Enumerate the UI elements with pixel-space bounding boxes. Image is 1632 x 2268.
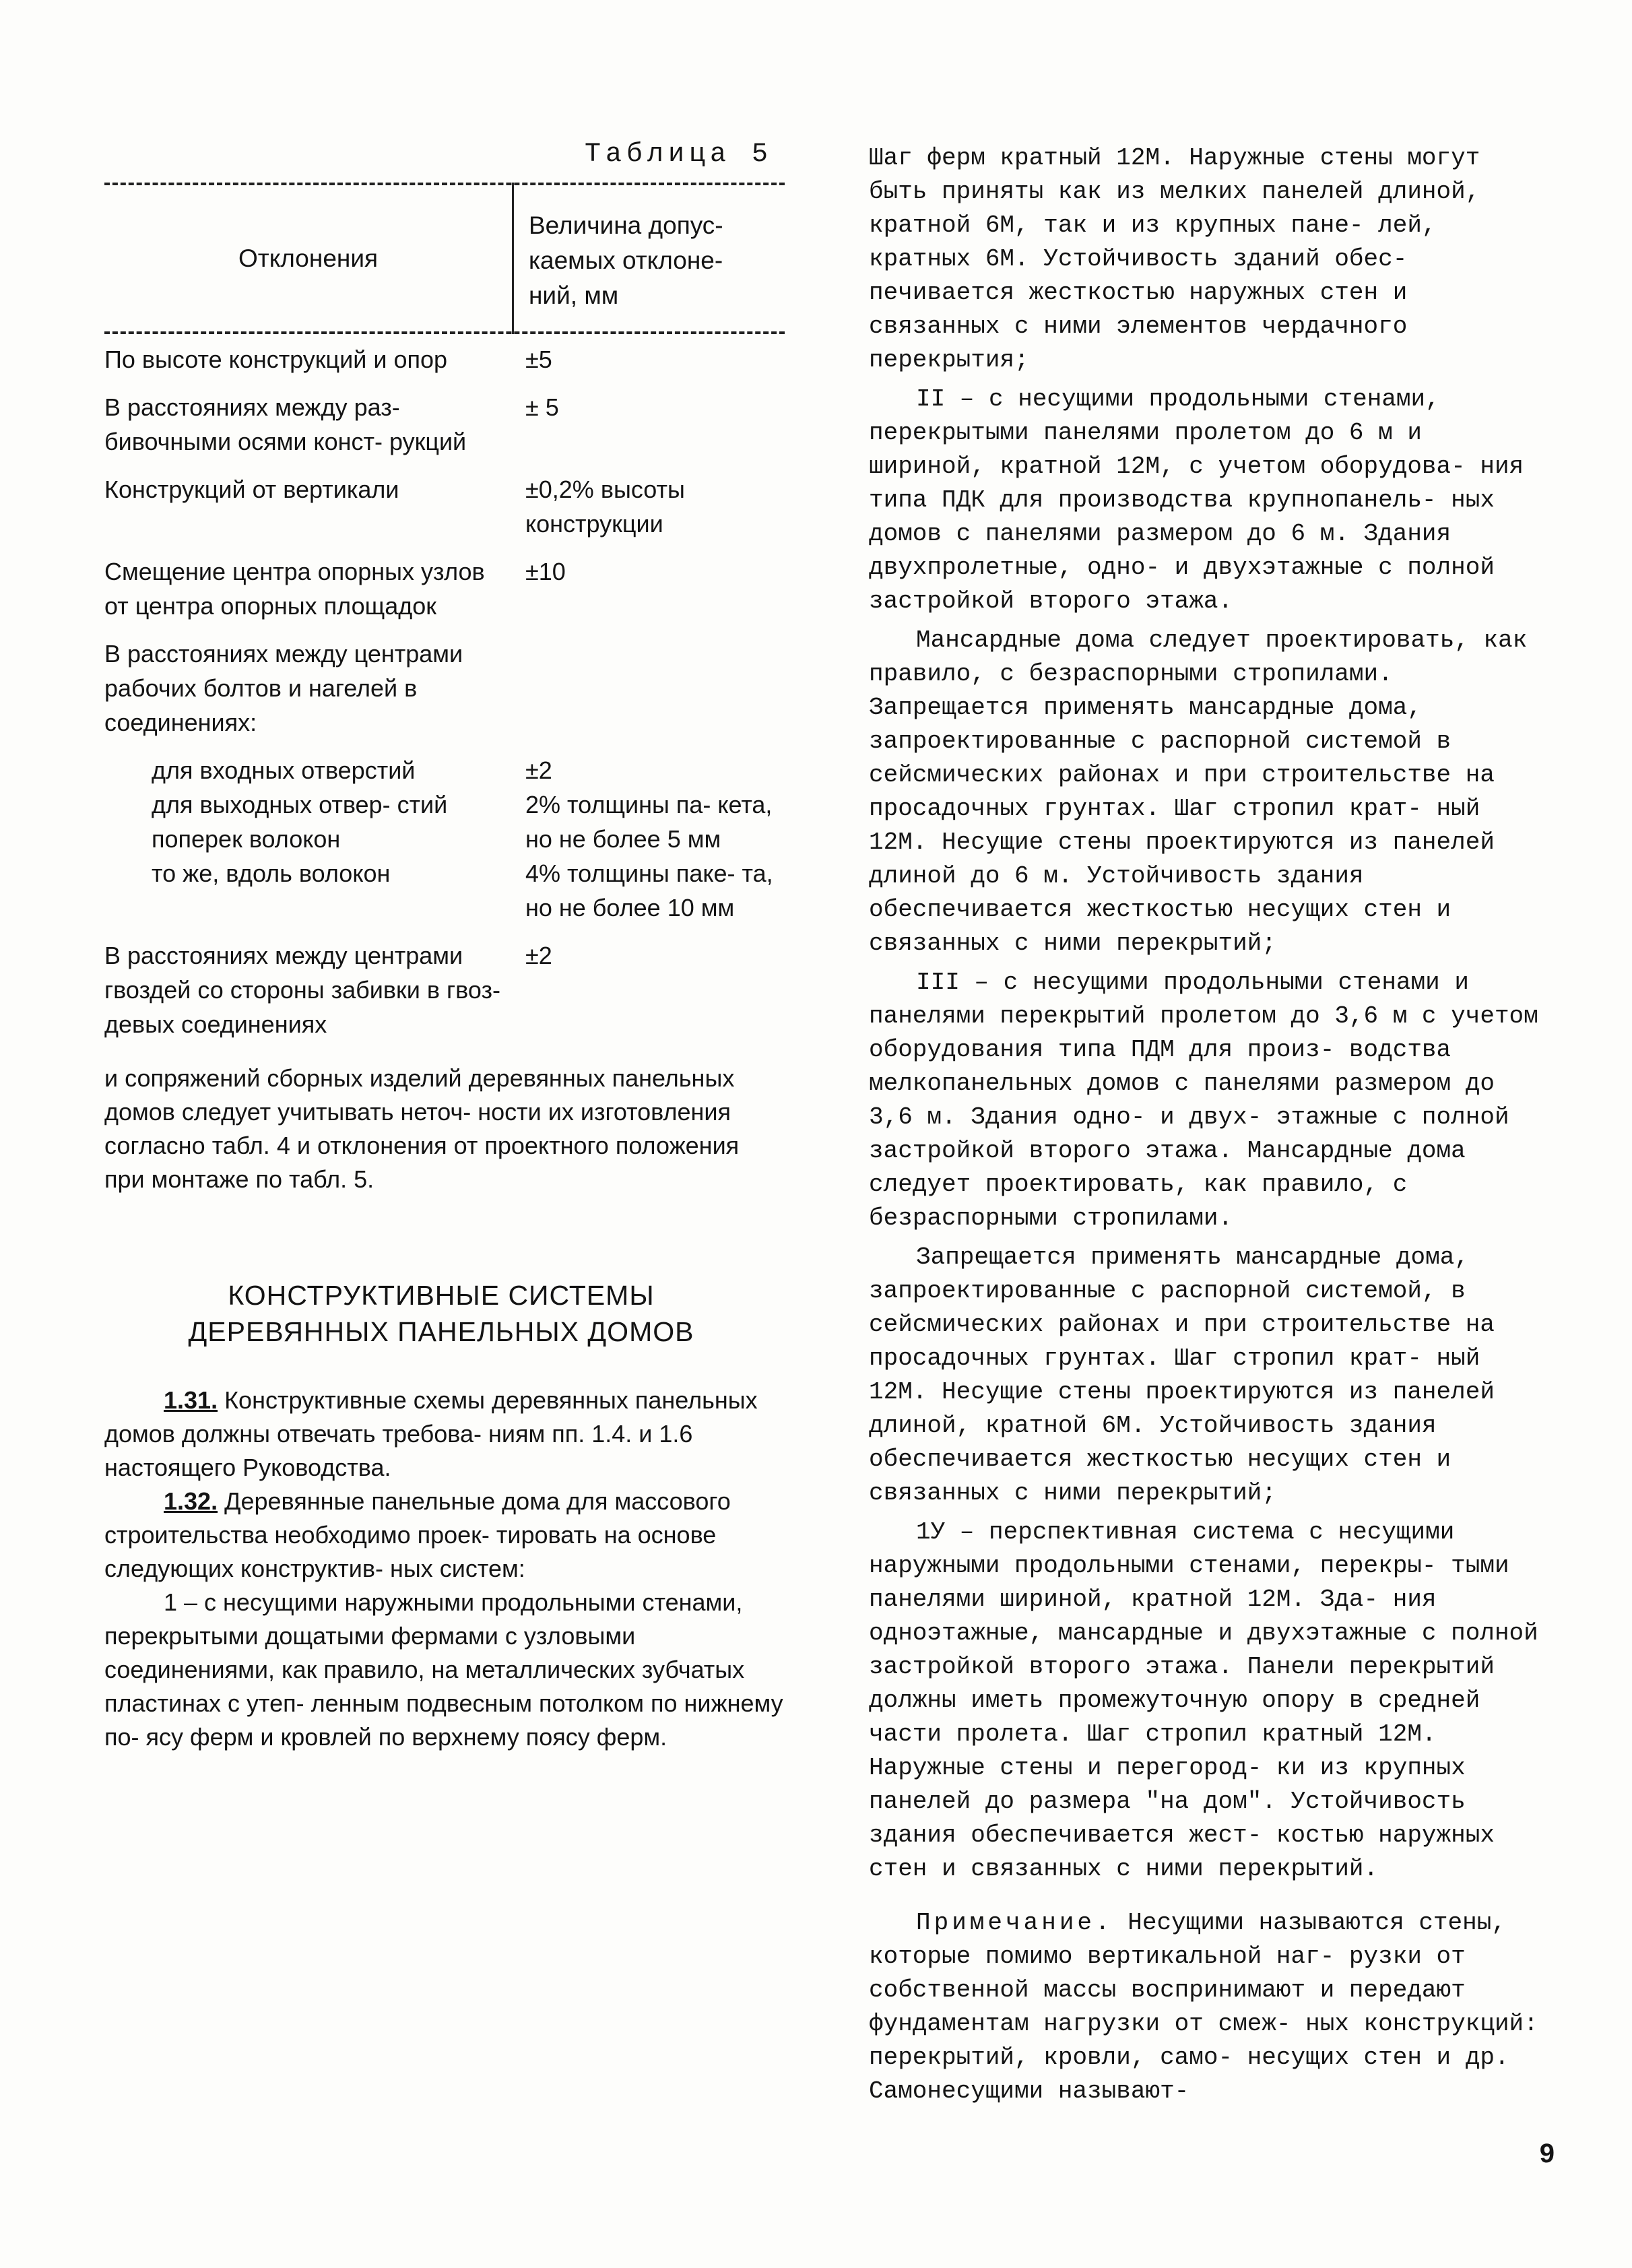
header-bottom-rule: [104, 331, 785, 334]
col2-header-line: Величина допус-: [529, 212, 723, 239]
paragraph: Мансардные дома следует проектировать, как правило, с безраспорными стропилами. Запрещается применять мансардные дома, запроектированные с распорной системой в сейсмических районах и при строительстве на просадочных грунтах. Шаг стропил крат- ный 12М. Несущие стены проектируются из панелей длиной до 6 м. Устойчивость здания обеспечивается жесткостью несущих стен и связанных с ними перекрытий;: [869, 626, 1528, 957]
col2-header-line: каемых отклоне-: [529, 247, 723, 274]
row-deviation: то же, вдоль волокон: [152, 860, 391, 887]
col2-header: [529, 208, 785, 313]
table-row: [104, 856, 785, 925]
note-paragraph: [869, 1906, 1549, 2108]
note-label: Примечание.: [916, 1909, 1113, 1937]
system-2-paragraph: II – с несущими продольными стенами, перекрытыми панелями пролетом до 6 м и шириной, кратной 12М, с учетом оборудова- ния типа ПДК для производства крупнопанель- ных домов с панелями размером до 6 м. Здания двухпролетные, одно- и двухэтажные с полной застройкой второго этажа.: [869, 385, 1524, 615]
table-row: [104, 753, 785, 787]
after-table-paragraph: и сопряжений сборных изделий деревянных панельных домов следует учитывать неточ- ности их изготовления согласно табл. 4 и отклонения от проектного положения при монтаже по табл. 5.: [104, 1064, 740, 1193]
system-3-paragraph: III – с несущими продольными стенами и панелями перекрытий пролетом до 3,6 м с учетом оборудования типа ПДМ для произ- водства мелкопанельных домов с панелями размером до 3,6 м. Здания одно- и двух- этажные с полной застройкой второго этажа. Мансардные дома следует проектировать, как правило, с безраспорными стропилами.: [869, 969, 1538, 1232]
left-column: [104, 138, 785, 1754]
row-tolerance: ±5: [525, 346, 552, 373]
header-divider: [512, 183, 514, 334]
table-body: [104, 342, 785, 1041]
table-header: [104, 183, 785, 334]
row-tolerance: ±2: [525, 756, 552, 784]
page-number: 9: [1539, 2139, 1555, 2168]
note-text: Несущими называются стены, которые помимо вертикальной наг- рузки от собственной массы воспринимают и передают фундаментам нагрузки от смеж- ных конструкций: перекрытий, кровли, само- несущих стен и др. Самонесущими называют-: [869, 1909, 1538, 2105]
row-tolerance: ±0,2% высоты конструкции: [525, 476, 685, 538]
clause-1-32: [104, 1485, 785, 1586]
section-title: [104, 1277, 778, 1350]
right-column: [869, 141, 1549, 2114]
row-deviation: В расстояниях между раз- бивочными осями конст- рукций: [104, 393, 467, 455]
row-tolerance: 4% толщины паке- та, но не более 10 мм: [525, 860, 773, 921]
col2-header-line: ний, мм: [529, 282, 619, 309]
row-tolerance: ±10: [525, 558, 566, 585]
row-deviation: В расстояниях между центрами рабочих болтов и нагелей в соединениях:: [104, 640, 463, 736]
table-row: [104, 554, 785, 623]
table-caption: Таблица 5: [584, 139, 773, 170]
row-deviation: В расстояниях между центрами гвоздей со стороны забивки в гвоз- девых соединениях: [104, 942, 500, 1038]
row-deviation: По высоте конструкций и опор: [104, 346, 448, 373]
row-tolerance: [519, 637, 785, 740]
clause-number: 1.31.: [164, 1386, 218, 1414]
row-deviation: для входных отверстий: [152, 756, 416, 784]
section-title-line: КОНСТРУКТИВНЫЕ СИСТЕМЫ: [228, 1280, 655, 1311]
row-deviation: Конструкций от вертикали: [104, 476, 399, 503]
clause-text: Конструктивные схемы деревянных панельных домов должны отвечать требова- ниям пп. 1.4. и 1.6 настоящего Руководства.: [104, 1386, 758, 1481]
paragraph: Шаг ферм кратный 12М. Наружные стены могут быть приняты как из мелких панелей длиной, кратной 6М, так и из крупных пане- лей, кратных 6М. Устойчивость зданий обес- печивается жесткостью наружных стен и связанных с ними элементов чердачного перекрытия;: [869, 144, 1480, 374]
table-row: [104, 390, 785, 459]
system-4-paragraph: 1У – перспективная система с несущими наружными продольными стенами, перекры- тыми панелями шириной, кратной 12М. Зда- ния одноэтажные, мансардные и двухэтажные с полной застройкой второго этажа. Панели перекрытий должны иметь промежуточную опору в средней части пролета. Шаг стропил кратный 12М. Наружные стены и перегород- ки из крупных панелей до размера "на дом". Устойчивость здания обеспечивается жест- костью наружных стен и связанных с ними перекрытий.: [869, 1518, 1538, 1883]
row-tolerance: ± 5: [525, 393, 559, 421]
table-row: [104, 342, 785, 377]
row-deviation: Смещение центра опорных узлов от центра опорных площадок: [104, 558, 485, 620]
row-tolerance: ±2: [525, 942, 552, 969]
clause-number: 1.32.: [164, 1487, 218, 1515]
clause-text: Деревянные панельные дома для массового строительства необходимо проек- тировать на основе следующих конструктив- ных систем:: [104, 1487, 731, 1582]
table-row: [104, 472, 785, 541]
table-row: [104, 938, 785, 1041]
section-title-line: ДЕРЕВЯННЫХ ПАНЕЛЬНЫХ ДОМОВ: [188, 1316, 694, 1347]
table-row: [104, 787, 785, 856]
table-row: [104, 637, 785, 740]
row-deviation: для выходных отвер- стий поперек волокон: [152, 791, 448, 853]
paragraph: Запрещается применять мансардные дома, запроектированные с распорной системой, в сейсмических районах и при строительстве на просадочных грунтах. Шаг стропил крат- ный 12М. Несущие стены проектируются из панелей длиной, кратной 6М. Устойчивость здания обеспечивается жесткостью несущих стен и связанных с ними перекрытий;: [869, 1243, 1495, 1507]
row-tolerance: 2% толщины па- кета, но не более 5 мм: [525, 791, 773, 853]
col1-header: Отклонения: [238, 244, 379, 272]
system-1-paragraph: 1 – с несущими наружными продольными стенами, перекрытыми дощатыми фермами с узловыми соединениями, как правило, на металлических зубчатых пластинах с утеп- ленным подвесным потолком по нижнему по- ясу ферм и кровлей по верхнему поясу ферм.: [104, 1588, 783, 1751]
clause-1-31: [104, 1384, 785, 1485]
